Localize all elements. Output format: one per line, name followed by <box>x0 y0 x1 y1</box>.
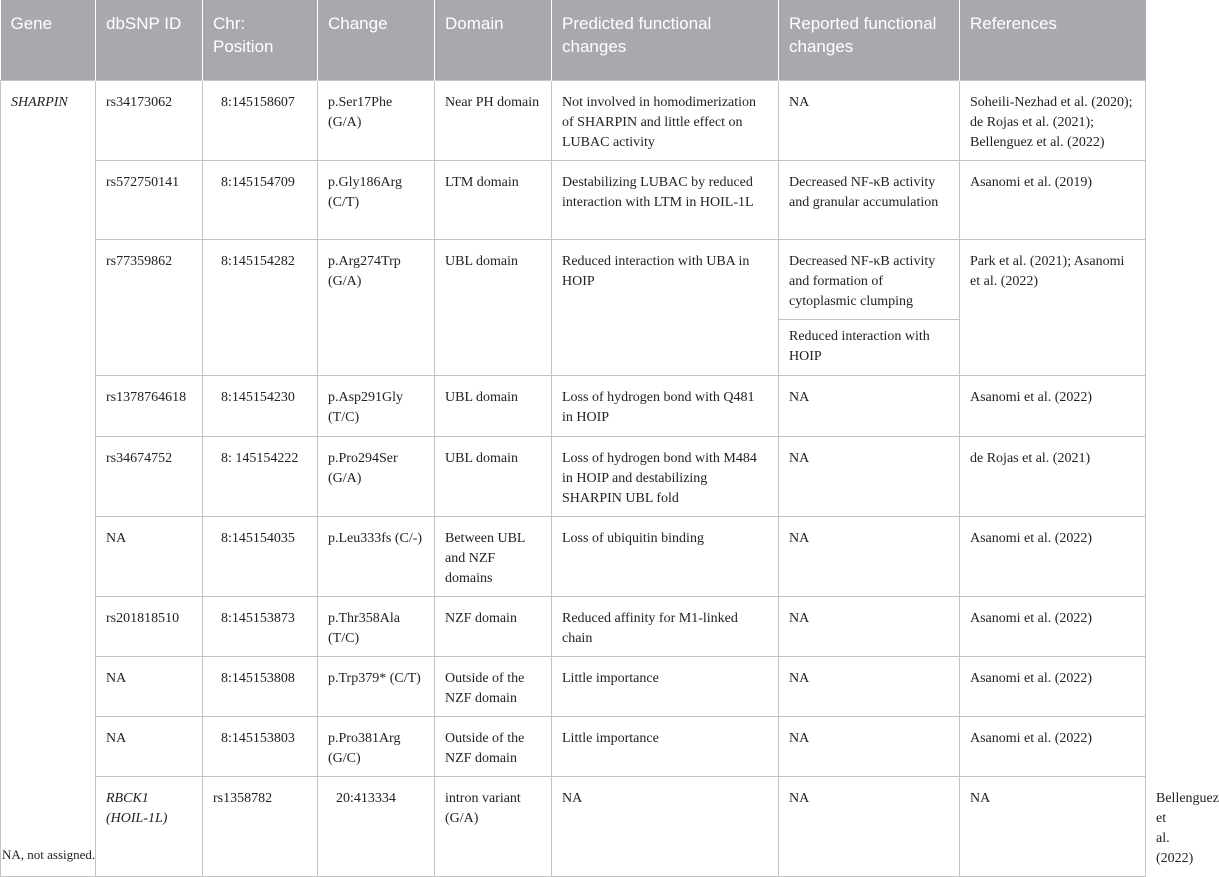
reported-cell: NA <box>779 596 960 656</box>
predicted-cell: Loss of ubiquitin binding <box>552 516 779 596</box>
reported-cell: Decreased NF-κB activity and granular accumulation <box>779 160 960 239</box>
table-row <box>1 516 1146 596</box>
table-footnote: NA, not assigned. <box>2 847 96 862</box>
predicted-cell: Not involved in homodimerization of SHARPIN and little effect on LUBAC activity <box>552 80 779 160</box>
change-cell: p.Gly186Arg (C/T) <box>318 160 435 239</box>
header-dbsnp-id: dbSNP ID <box>96 0 203 80</box>
predicted-cell: Reduced interaction with UBA in HOIP <box>552 239 779 375</box>
reported-cell: NA <box>779 436 960 516</box>
table-row <box>1 716 1146 776</box>
dbsnp-cell: rs77359862 <box>96 239 203 375</box>
references-cell: Asanomi et al. (2022) <box>960 375 1146 436</box>
reported-cell: NA <box>779 716 960 776</box>
table-row <box>1 80 1146 160</box>
dbsnp-cell: NA <box>96 516 203 596</box>
header-reported-functional-changes: Reported functional changes <box>779 0 960 80</box>
change-cell: intron variant (G/A) <box>435 776 552 876</box>
predicted-cell: Little importance <box>552 716 779 776</box>
references-cell: Asanomi et al. (2022) <box>960 656 1146 716</box>
dbsnp-cell: rs1378764618 <box>96 375 203 436</box>
predicted-cell: Reduced affinity for M1-linked chain <box>552 596 779 656</box>
table-row <box>1 239 1146 319</box>
reported-cell: Decreased NF-κB activity and formation of cytoplasmic clumping <box>779 239 960 319</box>
position-cell: 8: 145154222 <box>203 436 318 516</box>
position-cell: 8:145154709 <box>203 160 318 239</box>
references-cell: Asanomi et al. (2022) <box>960 716 1146 776</box>
domain-cell: NA <box>552 776 779 876</box>
header-domain: Domain <box>435 0 552 80</box>
dbsnp-cell: NA <box>96 656 203 716</box>
predicted-cell: Loss of hydrogen bond with Q481 in HOIP <box>552 375 779 436</box>
position-cell: 8:145153873 <box>203 596 318 656</box>
domain-cell: LTM domain <box>435 160 552 239</box>
reported-cell: Reduced interaction with HOIP <box>779 319 960 375</box>
table-row <box>1 596 1146 656</box>
dbsnp-cell: rs1358782 <box>203 776 318 876</box>
references-cell: Park et al. (2021); Asanomi et al. (2022) <box>960 239 1146 375</box>
references-cell: Soheili-Nezhad et al. (2020); de Rojas et al. (2021); Bellenguez et al. (2022) <box>960 80 1146 160</box>
references-cell: Asanomi et al. (2022) <box>960 596 1146 656</box>
position-cell: 8:145154282 <box>203 239 318 375</box>
header-predicted-functional-changes: Predicted functional changes <box>552 0 779 80</box>
table-row <box>1 375 1146 436</box>
predicted-cell: Destabilizing LUBAC by reduced interaction with LTM in HOIL-1L <box>552 160 779 239</box>
change-cell: p.Trp379* (C/T) <box>318 656 435 716</box>
dbsnp-cell: rs201818510 <box>96 596 203 656</box>
dbsnp-cell: rs34674752 <box>96 436 203 516</box>
dbsnp-cell: NA <box>96 716 203 776</box>
table-row <box>1 160 1146 239</box>
table-row: RBCK1 (HOIL-1L) rs1358782 20:413334 intron variant (G/A) NA NA NA Bellenguez et al. (2022) <box>1 776 1146 876</box>
change-cell: p.Pro381Arg (G/C) <box>318 716 435 776</box>
references-cell: Asanomi et al. (2022) <box>960 516 1146 596</box>
domain-cell: Between UBL and NZF domains <box>435 516 552 596</box>
predicted-cell: Little importance <box>552 656 779 716</box>
dbsnp-cell: rs34173062 <box>96 80 203 160</box>
references-cell: de Rojas et al. (2021) <box>960 436 1146 516</box>
change-cell: p.Asp291Gly (T/C) <box>318 375 435 436</box>
header-change: Change <box>318 0 435 80</box>
header-chr-position: Chr: Position <box>203 0 318 80</box>
reported-cell: NA <box>779 375 960 436</box>
domain-cell: UBL domain <box>435 239 552 375</box>
dbsnp-cell: rs572750141 <box>96 160 203 239</box>
change-cell: p.Ser17Phe (G/A) <box>318 80 435 160</box>
table-header-row <box>1 0 1146 80</box>
position-cell: 8:145153803 <box>203 716 318 776</box>
position-cell: 8:145158607 <box>203 80 318 160</box>
position-cell: 8:145153808 <box>203 656 318 716</box>
predicted-cell: NA <box>779 776 960 876</box>
domain-cell: NZF domain <box>435 596 552 656</box>
domain-cell: Outside of the NZF domain <box>435 716 552 776</box>
change-cell: p.Arg274Trp (G/A) <box>318 239 435 375</box>
change-cell: p.Pro294Ser (G/A) <box>318 436 435 516</box>
header-gene: Gene <box>1 0 96 80</box>
domain-cell: UBL domain <box>435 436 552 516</box>
references-cell: Asanomi et al. (2019) <box>960 160 1146 239</box>
predicted-cell: Loss of hydrogen bond with M484 in HOIP and destabilizing SHARPIN UBL fold <box>552 436 779 516</box>
domain-cell: UBL domain <box>435 375 552 436</box>
table-row <box>1 656 1146 716</box>
gene-cell-rbck1: RBCK1 (HOIL-1L) <box>96 776 203 876</box>
position-cell: 8:145154230 <box>203 375 318 436</box>
position-cell: 20:413334 <box>318 776 435 876</box>
change-cell: p.Thr358Ala (T/C) <box>318 596 435 656</box>
reported-cell: NA <box>779 516 960 596</box>
table-row <box>1 436 1146 516</box>
header-references: References <box>960 0 1146 80</box>
gene-cell-sharpin: SHARPIN <box>1 80 96 876</box>
reported-cell: NA <box>960 776 1146 876</box>
position-cell: 8:145154035 <box>203 516 318 596</box>
reported-cell: NA <box>779 656 960 716</box>
domain-cell: Outside of the NZF domain <box>435 656 552 716</box>
change-cell: p.Leu333fs (C/-) <box>318 516 435 596</box>
reported-cell: NA <box>779 80 960 160</box>
domain-cell: Near PH domain <box>435 80 552 160</box>
